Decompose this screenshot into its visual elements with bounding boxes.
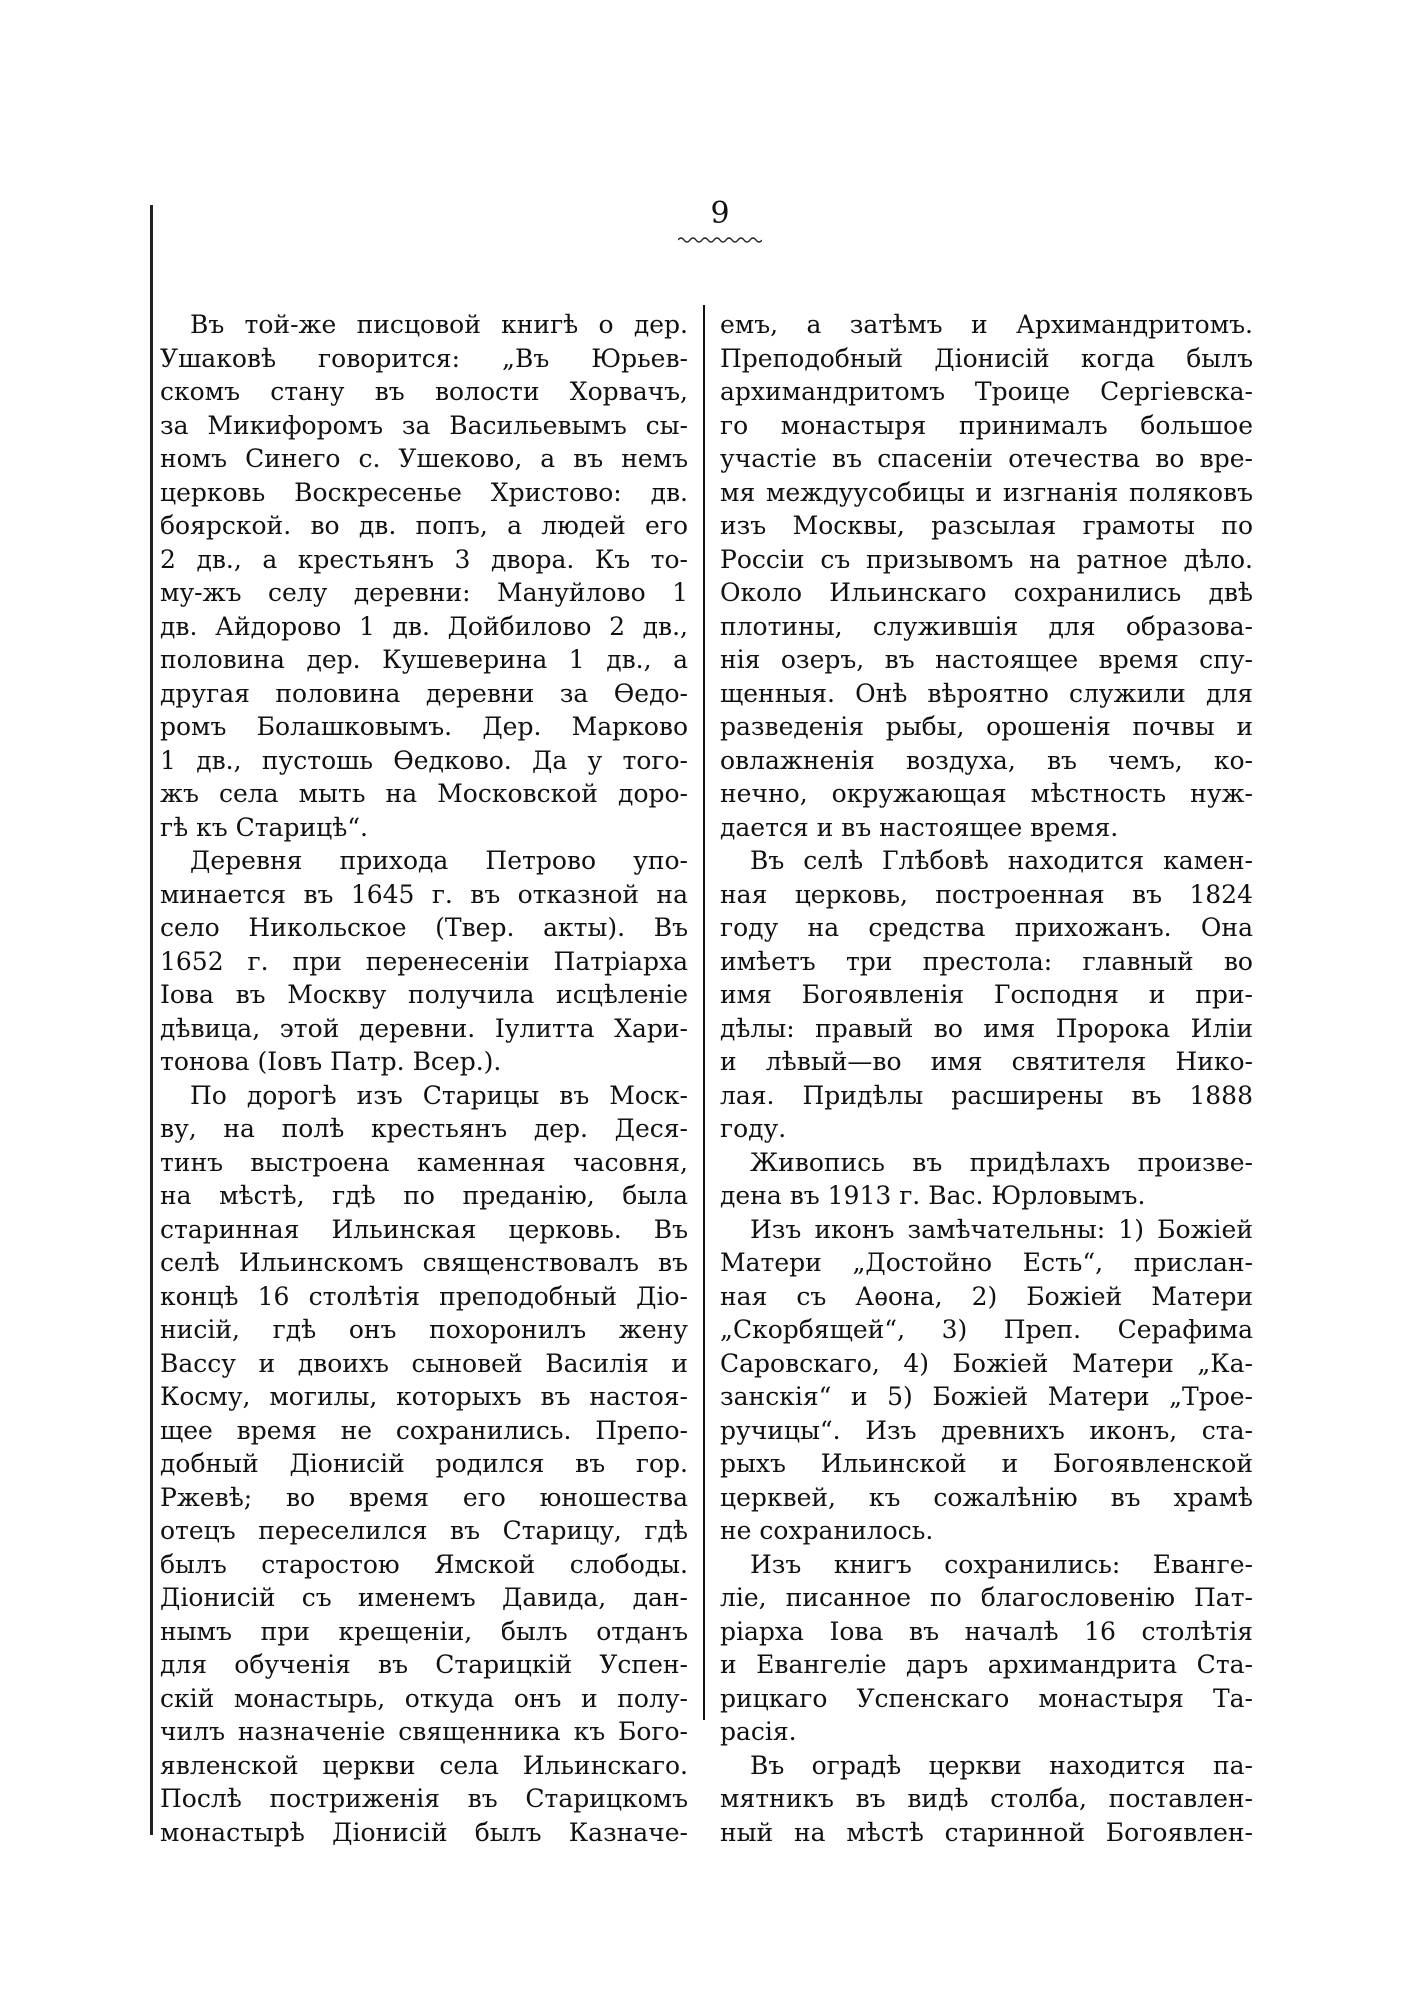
text-line: церквей, къ сожалѣнію въ храмѣ xyxy=(720,1482,1253,1512)
page-edge-line xyxy=(150,205,153,1835)
text-line: Послѣ постриженія въ Старицкомъ xyxy=(160,1784,688,1813)
text-line: дв. Айдорово 1 дв. Дойбилово 2 дв., xyxy=(160,611,688,641)
text-line: Изъ книгъ сохранились: Еванге- xyxy=(750,1549,1253,1579)
text-line: Живопись въ придѣлахъ произве- xyxy=(750,1147,1253,1177)
text-line: плотины, служившія для образова- xyxy=(720,611,1253,641)
text-line: имѣетъ три престола: главный во xyxy=(720,946,1253,976)
text-line: ромъ Болашковымъ. Дер. Марково xyxy=(160,712,688,741)
text-line: щенныя. Онѣ вѣроятно служили для xyxy=(720,678,1253,708)
text-line: Преподобный Діонисій когда былъ xyxy=(720,343,1253,373)
text-line: рицкаго Успенскаго монастыря Та- xyxy=(720,1683,1253,1713)
left-column xyxy=(160,308,688,1849)
text-line: имя Богоявленія Господня и при- xyxy=(720,980,1253,1009)
text-line: село Никольское (Твер. акты). Въ xyxy=(160,913,688,942)
text-line: явленской церкви села Ильинскаго. xyxy=(160,1750,688,1780)
text-line: ная церковь, построенная въ 1824 xyxy=(720,879,1253,909)
text-line: добный Діонисій родился въ гор. xyxy=(160,1449,688,1478)
page-number: 9 xyxy=(710,196,730,231)
text-line: 2 дв., а крестьянъ 3 двора. Къ то- xyxy=(160,544,688,574)
text-line: Ржевѣ; во время его юношества xyxy=(160,1482,688,1512)
text-line: нечно, окружающая мѣстность нуж- xyxy=(720,779,1253,808)
text-line: 1652 г. при перенесеніи Патріарха xyxy=(160,946,688,976)
text-line: тонова (Іовъ Патр. Всер.). xyxy=(160,1047,502,1076)
text-line: дѣлы: правый во имя Пророка Иліи xyxy=(720,1013,1253,1043)
text-line: мя междуусобицы и изгнанія поляковъ xyxy=(720,477,1253,507)
text-line: Діонисій съ именемъ Давида, дан- xyxy=(160,1583,688,1612)
column-divider xyxy=(703,305,705,1720)
text-line: монастырѣ Діонисій былъ Казначе- xyxy=(160,1817,688,1847)
text-line: Въ оградѣ церкви находится па- xyxy=(750,1750,1253,1780)
text-line: мятникъ въ видѣ столба, поставлен- xyxy=(720,1784,1253,1813)
text-line: Матери „Достойно Есть“, прислан- xyxy=(720,1248,1253,1277)
text-line: ручицы“. Изъ древнихъ иконъ, ста- xyxy=(720,1415,1253,1445)
text-line: дена въ 1913 г. Вас. Юрловымъ. xyxy=(720,1181,1146,1210)
text-line: „Скорбящей“, 3) Преп. Серафима xyxy=(720,1315,1253,1344)
wavy-ornament-icon xyxy=(678,236,762,244)
text-line: Косму, могилы, которыхъ въ настоя- xyxy=(160,1382,688,1411)
text-line: не сохранилось. xyxy=(720,1516,934,1545)
text-line: емъ, а затѣмъ и Архимандритомъ. xyxy=(720,310,1253,339)
text-line: скій монастырь, откуда онъ и полу- xyxy=(160,1683,688,1713)
text-line: гѣ къ Старицѣ“. xyxy=(160,812,369,842)
text-line: нія озеръ, въ настоящее время спу- xyxy=(720,645,1253,674)
text-line: Іова въ Москву получила исцѣленіе xyxy=(160,980,688,1009)
text-line: овлажненія воздуха, въ чемъ, ко- xyxy=(720,745,1253,775)
text-line: чилъ назначеніе священника къ Бого- xyxy=(160,1717,688,1746)
text-line: разведенія рыбы, орошенія почвы и xyxy=(720,712,1253,741)
text-line: ліе, писанное по благословенію Пат- xyxy=(720,1583,1253,1612)
text-line: 1 дв., пустошь Ѳедково. Да у того- xyxy=(160,745,688,775)
text-line: му-жъ селу деревни: Мануйлово 1 xyxy=(160,578,688,607)
text-line: Россіи съ призывомъ на ратное дѣло. xyxy=(720,544,1253,574)
text-line: концѣ 16 столѣтія преподобный Діо- xyxy=(160,1281,688,1311)
right-column xyxy=(720,308,1253,1849)
text-line: минается въ 1645 г. въ отказной на xyxy=(160,879,688,909)
text-line: на мѣстѣ, гдѣ по преданію, была xyxy=(160,1181,688,1210)
text-line: для обученія въ Старицкій Успен- xyxy=(160,1650,688,1679)
text-line: По дорогѣ изъ Старицы въ Моск- xyxy=(190,1080,688,1110)
text-line: половина дер. Кушеверина 1 дв., а xyxy=(160,645,688,674)
text-line: ріарха Іова въ началѣ 16 столѣтія xyxy=(720,1616,1253,1646)
text-line: Около Ильинскаго сохранились двѣ xyxy=(720,578,1253,607)
text-line: ву, на полѣ крестьянъ дер. Деся- xyxy=(160,1114,688,1143)
text-line: Ушаковѣ говорится: „Въ Юрьев- xyxy=(160,343,688,373)
text-line: жъ села мыть на Московской доро- xyxy=(160,779,688,808)
text-line: и лѣвый—во имя святителя Нико- xyxy=(720,1047,1253,1076)
text-line: ная съ Аѳона, 2) Божіей Матери xyxy=(720,1281,1253,1311)
text-line: за Микифоромъ за Васильевымъ сы- xyxy=(160,410,688,440)
text-line: дѣвица, этой деревни. Іулитта Хари- xyxy=(160,1013,688,1043)
text-line: архимандритомъ Троице Сергіевска- xyxy=(720,377,1253,406)
text-line: Изъ иконъ замѣчательны: 1) Божіей xyxy=(750,1214,1253,1244)
text-line: лая. Придѣлы расширены въ 1888 xyxy=(720,1080,1253,1110)
text-line: Деревня прихода Петрово упо- xyxy=(190,846,688,875)
text-line: году. xyxy=(720,1114,787,1143)
text-line: расія. xyxy=(720,1717,797,1746)
text-line: рыхъ Ильинской и Богоявленской xyxy=(720,1449,1253,1478)
text-line: другая половина деревни за Ѳедо- xyxy=(160,678,688,708)
text-line: боярской. во дв. попъ, а людей его xyxy=(160,511,688,540)
text-line: нымъ при крещеніи, былъ отданъ xyxy=(160,1616,688,1646)
text-line: Саровскаго, 4) Божіей Матери „Ка- xyxy=(720,1348,1253,1378)
text-line: нисій, гдѣ онъ похоронилъ жену xyxy=(160,1315,688,1344)
text-line: Въ той-же писцовой книгѣ о дер. xyxy=(190,310,688,339)
text-line: занскія“ и 5) Божіей Матери „Трое- xyxy=(720,1382,1253,1411)
text-line: тинъ выстроена каменная часовня, xyxy=(160,1147,688,1177)
text-line: го монастыря принималъ большое xyxy=(720,410,1253,440)
text-line: и Евангеліе даръ архимандрита Ста- xyxy=(720,1650,1253,1679)
text-line: году на средства прихожанъ. Она xyxy=(720,913,1253,942)
text-line: отецъ переселился въ Старицу, гдѣ xyxy=(160,1516,688,1545)
text-line: номъ Синего с. Ушеково, а въ немъ xyxy=(160,444,688,473)
text-line: дается и въ настоящее время. xyxy=(720,812,1119,842)
text-line: былъ старостою Ямской слободы. xyxy=(160,1549,688,1579)
text-line: скомъ стану въ волости Хорвачъ, xyxy=(160,377,688,406)
text-line: изъ Москвы, разсылая грамоты по xyxy=(720,511,1253,540)
text-line: церковь Воскресенье Христово: дв. xyxy=(160,477,688,507)
text-line: участіе въ спасеніи отечества во вре- xyxy=(720,444,1253,473)
text-line: Вассу и двоихъ сыновей Василія и xyxy=(160,1348,688,1378)
text-line: ный на мѣстѣ старинной Богоявлен- xyxy=(720,1817,1253,1847)
text-line: Въ селѣ Глѣбовѣ находится камен- xyxy=(750,846,1253,875)
text-line: щее время не сохранились. Препо- xyxy=(160,1415,688,1445)
text-line: селѣ Ильинскомъ священствовалъ въ xyxy=(160,1248,688,1277)
text-line: старинная Ильинская церковь. Въ xyxy=(160,1214,688,1244)
